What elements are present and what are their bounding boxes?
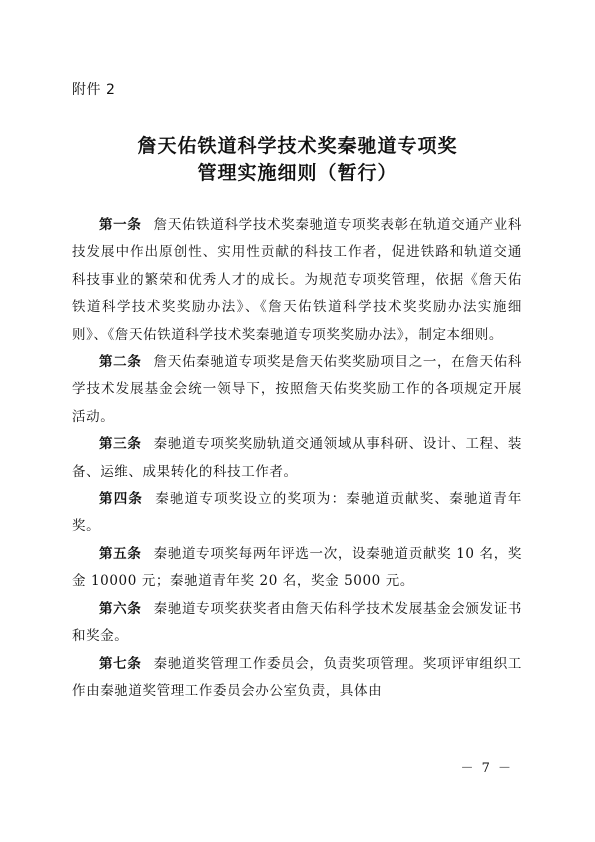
article-4 [72, 486, 522, 541]
article-label: 第一条 [99, 217, 142, 233]
article-label: 第五条 [99, 545, 142, 562]
article-text: 詹天佑秦驰道专项奖是詹天佑奖奖励项目之一，在詹天佑科学技术发展基金会统一领导下，按照詹天佑奖奖励工作的各项规定开展活动。 [72, 354, 522, 425]
article-label: 第七条 [99, 655, 142, 672]
article-label: 第四条 [99, 491, 144, 508]
article-2 [72, 349, 522, 431]
article-label: 第三条 [99, 436, 142, 453]
article-label: 第二条 [99, 354, 142, 371]
article-3 [72, 431, 522, 486]
document-title-line-2: 管理实施细则（暂行） [197, 162, 398, 184]
article-1 [72, 212, 522, 349]
document-body [72, 212, 522, 705]
article-7 [72, 651, 522, 706]
attachment-label: 附件 2 [72, 82, 116, 98]
article-text: 秦驰道专项奖获奖者由詹天佑科学技术发展基金会颁发证书和奖金。 [72, 600, 522, 645]
page-number: － 7 － [460, 761, 513, 776]
document-title-line-1: 詹天佑铁道科学技术奖秦驰道专项奖 [137, 135, 458, 157]
article-text: 秦驰道奖管理工作委员会，负责奖项管理。奖项评审组织工作由秦驰道奖管理工作委员会办公室负责，具体由 [72, 655, 522, 699]
article-text: 秦驰道专项奖设立的奖项为：秦驰道贡献奖、秦驰道青年奖。 [72, 491, 522, 535]
article-5 [72, 541, 522, 596]
article-text: 秦驰道专项奖每两年评选一次，设秦驰道贡献奖 10 名，奖金 10000 元；秦驰道青年奖 20 名，奖金 5000 元。 [72, 545, 522, 590]
article-6 [72, 596, 522, 651]
article-text: 詹天佑铁道科学技术奖秦驰道专项奖表彰在轨道交通产业科技发展中作出原创性、实用性贡献的科技工作者，促进铁路和轨道交通科技事业的繁荣和优秀人才的成长。为规范专项奖管理，依据《詹天佑铁道科学技术奖奖励办法》、《詹天佑铁道科学技术奖奖励办法实施细则》、《詹天佑铁道科学技术奖秦驰道专项奖奖励办法》，制定本细则。 [72, 217, 522, 343]
article-text: 秦驰道专项奖奖励轨道交通领域从事科研、设计、工程、装备、运维、成果转化的科技工作者。 [72, 436, 522, 480]
article-label: 第六条 [99, 600, 142, 617]
